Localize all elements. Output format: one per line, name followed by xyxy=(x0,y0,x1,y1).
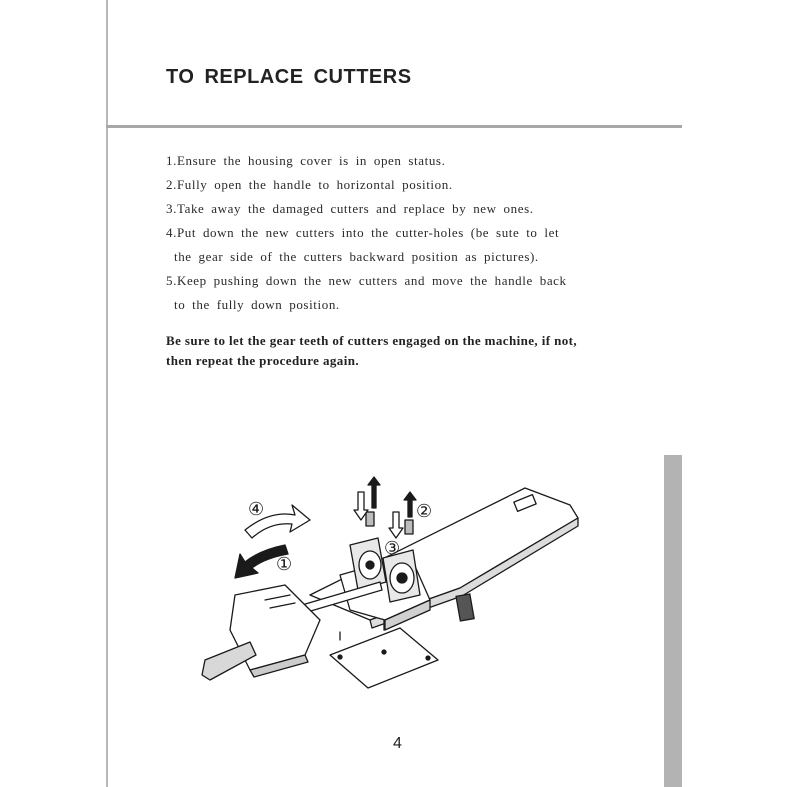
step-1-text: 1.Ensure the housing cover is in open status. xyxy=(166,153,446,168)
title-divider xyxy=(106,125,682,128)
step-4-continuation: the gear side of the cutters backward position as pictures). xyxy=(174,249,539,264)
cutter-replacement-illustration xyxy=(190,470,590,700)
step-5-text: 5.Keep pushing down the new cutters and move the handle back xyxy=(166,273,567,288)
page-number: 4 xyxy=(393,735,402,752)
page-left-margin-rule xyxy=(106,0,108,787)
step-1 xyxy=(166,149,606,173)
callout-1: ① xyxy=(276,554,293,575)
step-4 xyxy=(166,221,606,269)
page-title: TO REPLACE CUTTERS xyxy=(166,66,412,88)
step-2-text: 2.Fully open the handle to horizontal position. xyxy=(166,177,453,192)
step-3-text: 3.Take away the damaged cutters and replace by new ones. xyxy=(166,201,534,216)
insert-arrows xyxy=(354,492,403,538)
callout-3: ③ xyxy=(384,538,401,559)
base-plate xyxy=(330,620,438,688)
new-cutter-pins xyxy=(366,512,413,534)
removal-arrows xyxy=(368,477,416,517)
step-2 xyxy=(166,173,606,197)
warning-note: Be sure to let the gear teeth of cutters engaged on the machine, if not, then repeat the procedure again. xyxy=(166,333,578,368)
step-5-continuation: to the fully down position. xyxy=(174,297,340,312)
callout-2: ② xyxy=(416,501,433,522)
callout-4: ④ xyxy=(248,499,265,520)
step-4-text: 4.Put down the new cutters into the cutter-holes (be sute to let xyxy=(166,225,560,240)
instruction-steps xyxy=(166,149,606,317)
side-tab-marker xyxy=(664,455,682,787)
step-5 xyxy=(166,269,606,317)
right-clamp xyxy=(456,594,474,621)
step-3 xyxy=(166,197,606,221)
